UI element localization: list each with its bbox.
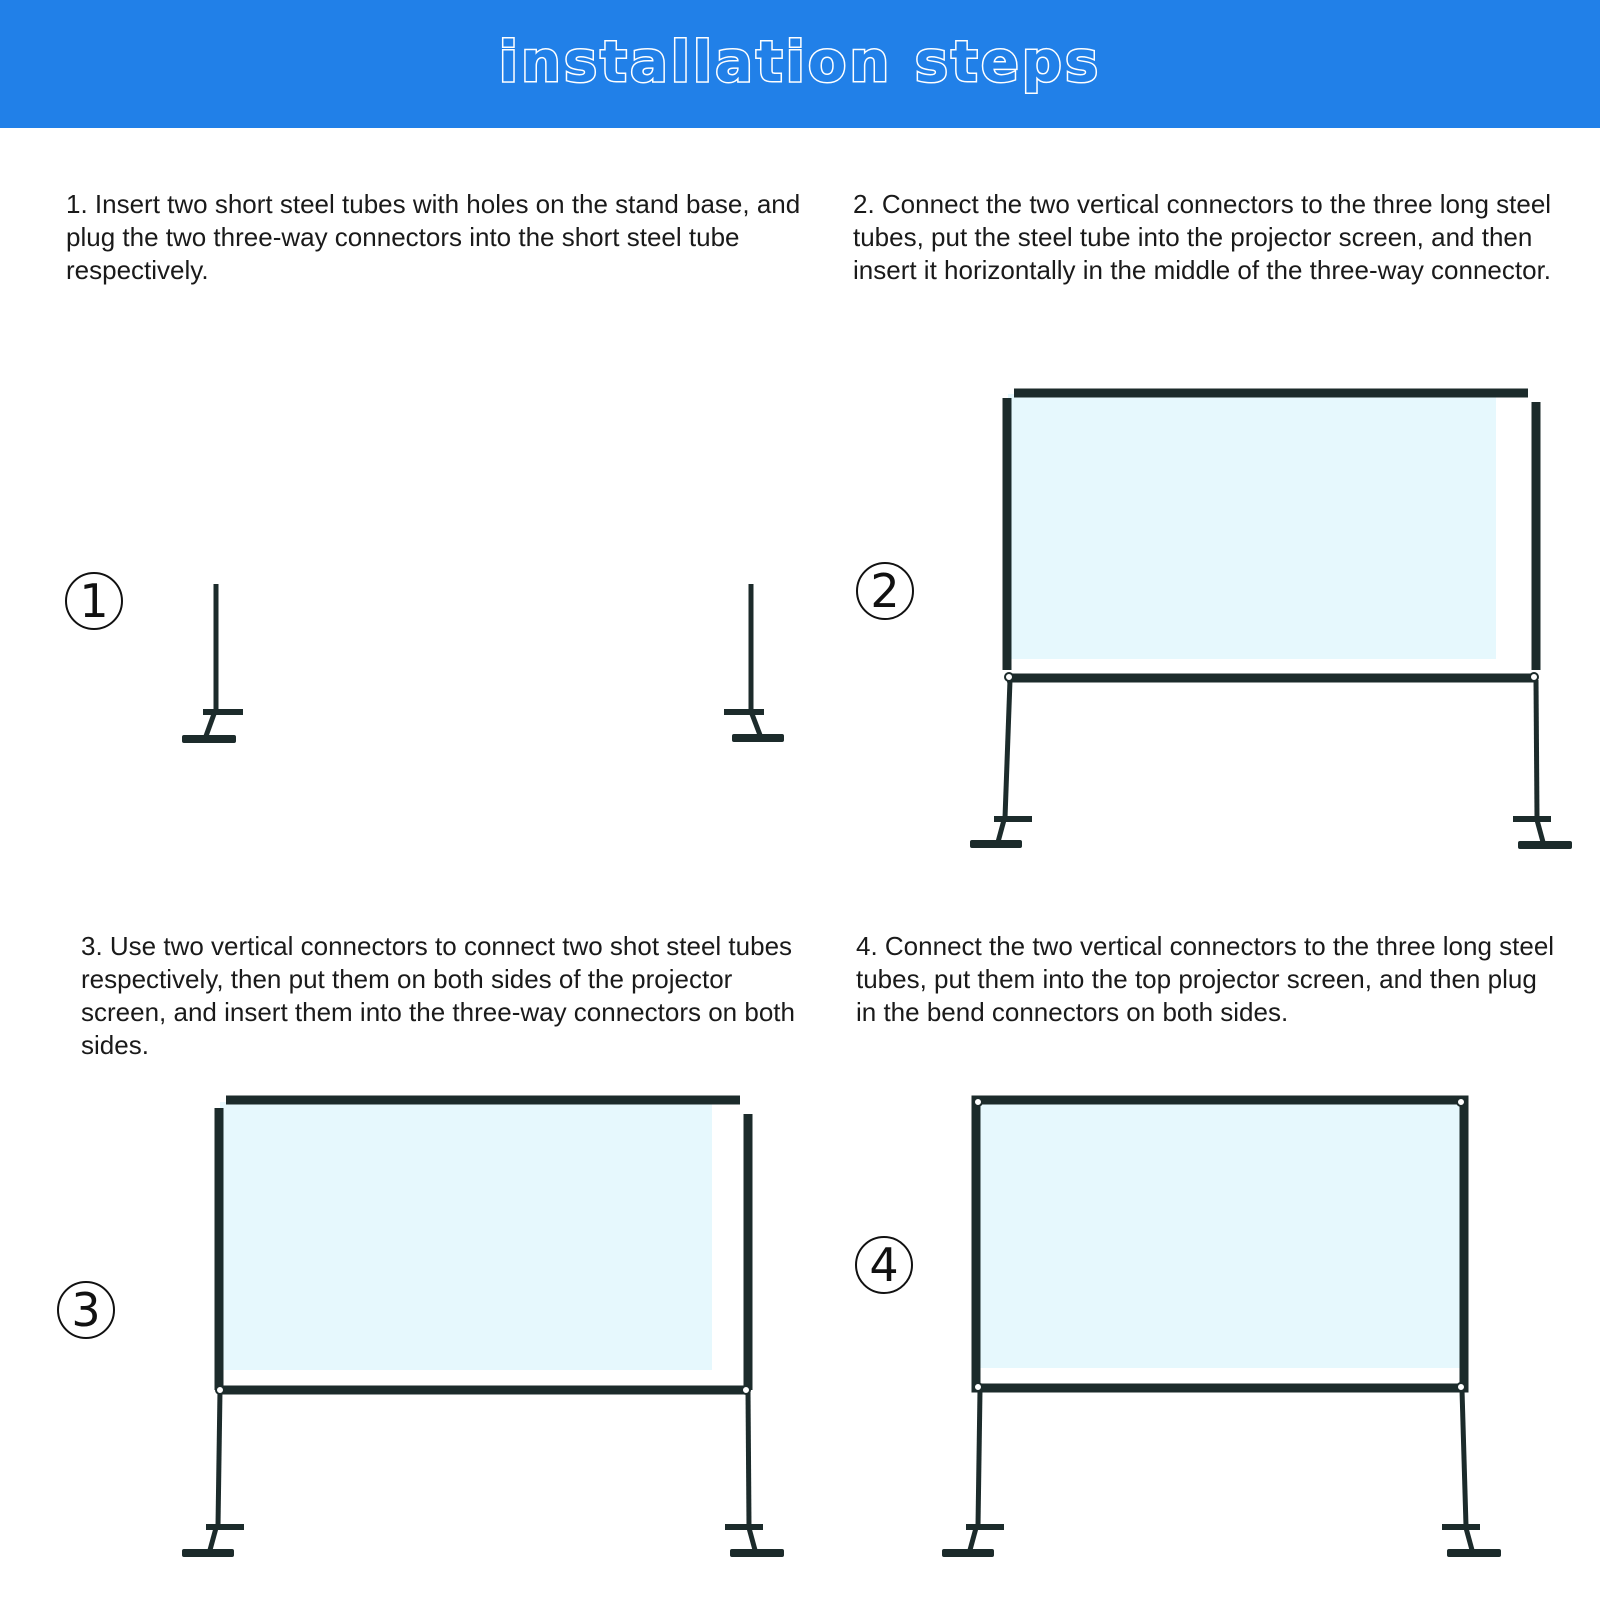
projector-screen: [220, 1102, 712, 1370]
projector-screen: [1008, 394, 1496, 659]
step-4-badge: 4: [855, 1236, 913, 1294]
step-3-illustration: [170, 1090, 790, 1570]
step-1-text: 1. Insert two short steel tubes with holes on the stand base, and plug the two three-way connectors into the short steel tube respectively.: [66, 189, 801, 285]
step-1-illustration: [0, 560, 800, 760]
page-title: installation steps: [498, 29, 1102, 95]
step-3-text: 3. Use two vertical connectors to connect two shot steel tubes respectively, then put them on both sides of the projector screen, and insert them into the three-way connectors on both sides.: [81, 931, 795, 1060]
step-4-illustration: [930, 1090, 1550, 1570]
step-1-badge: 1: [65, 572, 123, 630]
header-banner: [0, 0, 1600, 128]
step-4-text: 4. Connect the two vertical connectors to the three long steel tubes, put them into the top projector screen, and then plug in the bend connectors on both sides.: [856, 931, 1555, 1027]
step-2-text: 2. Connect the two vertical connectors to the three long steel tubes, put the steel tube into the projector screen, and then insert it horizontally in the middle of the three-way connector.: [853, 189, 1552, 285]
step-2-badge: 2: [856, 562, 914, 620]
stand-right: [724, 584, 784, 742]
step-2-illustration: [960, 380, 1580, 860]
stand-left: [182, 584, 243, 743]
projector-screen: [978, 1102, 1460, 1368]
step-3-badge: 3: [57, 1281, 115, 1339]
